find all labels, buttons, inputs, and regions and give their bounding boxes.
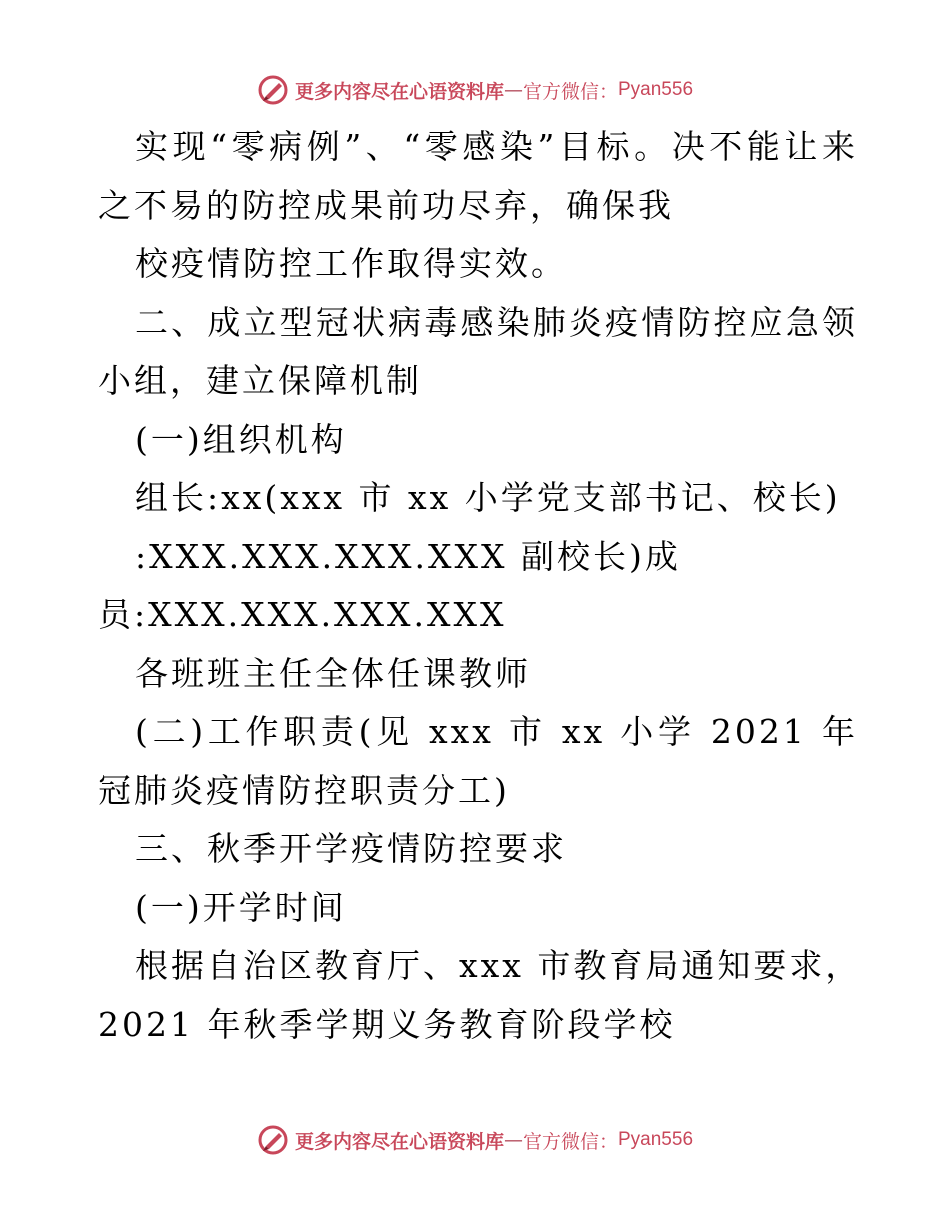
- subsection-heading: (一)组织机构: [135, 419, 347, 459]
- document-body: [98, 118, 862, 1054]
- watermark-handle: Pyan556: [618, 1129, 694, 1150]
- watermark-contact: 官方微信：: [522, 1130, 618, 1153]
- watermark-site: 更多内容尽在心语资料库: [294, 80, 504, 103]
- paragraph-line: 员:XXX.XXX.XXX.XXX: [98, 595, 507, 634]
- watermark-dash: —: [503, 79, 523, 101]
- paragraph-line: 组长:xx(xxx 市 xx 小学党支部书记、校长): [135, 478, 841, 517]
- paragraph-line: 各班班主任全体任课教师: [135, 653, 531, 693]
- paragraph-line: 2021 年秋季学期义务教育阶段学校: [98, 1004, 676, 1044]
- section-heading: 三、秋季开学疫情防控要求: [135, 829, 567, 868]
- section-heading: 二、成立型冠状病毒感染肺炎疫情防控应急领: [135, 302, 858, 342]
- paragraph-line: 实现“零病例”、“零感染”目标。决不能让来: [135, 127, 858, 166]
- subsection-heading: (二)工作职责(见 xxx 市 xx 小学 2021 年: [135, 712, 858, 751]
- watermark-dash: —: [503, 1129, 523, 1151]
- paragraph-line: :XXX.XXX.XXX.XXX 副校长)成: [135, 536, 681, 576]
- paragraph-line: 冠肺炎疫情防控职责分工): [98, 770, 510, 810]
- pen-logo-icon: [257, 1124, 289, 1156]
- paragraph-line: 之不易的防控成果前功尽弃，确保我: [98, 185, 674, 225]
- paragraph-line: 校疫情防控工作取得实效。: [135, 244, 567, 283]
- subsection-heading: (一)开学时间: [135, 887, 347, 927]
- pen-logo-icon: [257, 74, 289, 106]
- watermark-site: 更多内容尽在心语资料库: [294, 1130, 504, 1153]
- section-heading: 小组，建立保障机制: [98, 361, 422, 400]
- watermark-footer: [0, 1120, 950, 1160]
- watermark-handle: Pyan556: [618, 79, 694, 100]
- watermark-contact: 官方微信：: [522, 80, 618, 103]
- watermark-header: [0, 70, 950, 110]
- paragraph-line: 根据自治区教育厅、xxx 市教育局通知要求，: [135, 946, 862, 985]
